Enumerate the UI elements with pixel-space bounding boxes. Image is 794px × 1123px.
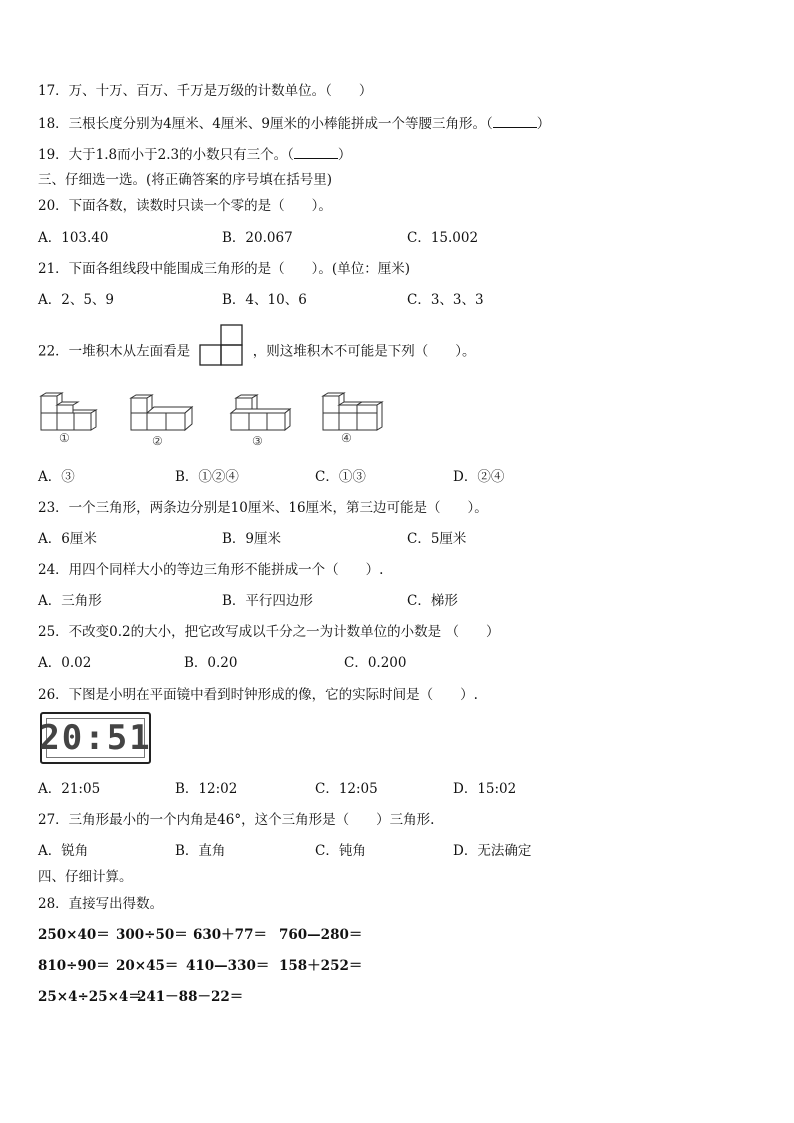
option-a[interactable]: A．③ [38, 469, 75, 485]
question-27: 27．三角形最小的一个内角是46°，这个三角形是（ ）三角形. [38, 812, 435, 828]
calc-item: 25×4÷25×4＝ [38, 989, 142, 1005]
question-17: 17．万、十万、百万、千万是万级的计数单位。（ ） [38, 83, 373, 99]
option-b[interactable]: B．①②④ [175, 469, 239, 485]
calc-item: 241－88－22＝ [137, 989, 244, 1005]
calc-item: 810÷90＝ [38, 958, 110, 974]
question-19-text: 19．大于1.8而小于2.3的小数只有三个。（ [38, 147, 294, 163]
answer-blank[interactable] [294, 145, 338, 159]
section-3-heading: 三、仔细选一选。(将正确答案的序号填在括号里) [38, 172, 333, 188]
option-c[interactable]: C．5厘米 [407, 531, 467, 547]
question-18 [38, 114, 550, 133]
calc-item: 250×40＝ [38, 927, 110, 943]
question-22-text-before: 22．一堆积木从左面看是 [38, 343, 191, 360]
question-19-tail: ） [337, 147, 352, 163]
question-26: 26．下图是小明在平面镜中看到时钟形成的像，它的实际时间是（ ）. [38, 687, 478, 703]
option-a[interactable]: A．三角形 [38, 593, 102, 609]
figure-label-1: ① [59, 431, 70, 445]
option-a[interactable]: A．6厘米 [38, 531, 97, 547]
question-18-tail: ） [536, 116, 551, 132]
calc-item: 158＋252＝ [279, 958, 363, 974]
option-d[interactable]: D．②④ [453, 469, 505, 485]
option-a[interactable]: A．21:05 [38, 781, 101, 797]
option-b[interactable]: B．平行四边形 [222, 593, 313, 609]
calc-item: 300÷50＝ [116, 927, 188, 943]
option-c[interactable]: C．①③ [315, 469, 366, 485]
option-a[interactable]: A．0.02 [38, 655, 92, 671]
clock-display: 20:51 [39, 718, 152, 758]
figure-label-2: ② [152, 434, 163, 448]
calc-item: 20×45＝ [116, 958, 179, 974]
figure-label-3: ③ [252, 434, 263, 448]
option-b[interactable]: B．直角 [175, 843, 226, 859]
option-c[interactable]: C．梯形 [407, 593, 458, 609]
option-c[interactable]: C．钝角 [315, 843, 366, 859]
section-4-heading: 四、仔细计算。 [38, 869, 133, 885]
block-figure-3 [228, 392, 292, 436]
block-figure-2 [128, 392, 196, 436]
question-21: 21．下面各组线段中能围成三角形的是（ ）。(单位：厘米) [38, 261, 410, 277]
block-figure-1 [38, 390, 100, 434]
question-23: 23．一个三角形，两条边分别是10厘米、16厘米，第三边可能是（ ）。 [38, 500, 488, 516]
question-28: 28．直接写出得数。 [38, 896, 164, 912]
option-c[interactable]: C．15.002 [407, 230, 479, 246]
question-18-text: 18．三根长度分别为4厘米、4厘米、9厘米的小棒能拼成一个等腰三角形。（ [38, 116, 493, 132]
question-24: 24．用四个同样大小的等边三角形不能拼成一个（ ）. [38, 562, 384, 578]
question-19 [38, 145, 351, 164]
answer-blank[interactable] [493, 114, 537, 128]
option-b[interactable]: B．20.067 [222, 230, 293, 246]
option-d[interactable]: D．无法确定 [453, 843, 532, 859]
block-figure-4 [320, 390, 386, 434]
option-b[interactable]: B．12:02 [175, 781, 238, 797]
option-a[interactable]: A．2、5、9 [38, 292, 115, 308]
option-b[interactable]: B．9厘米 [222, 531, 282, 547]
option-c[interactable]: C．0.200 [344, 655, 407, 671]
option-a[interactable]: A．103.40 [38, 230, 109, 246]
calc-item: 760—280＝ [279, 927, 363, 943]
option-d[interactable]: D．15:02 [453, 781, 517, 797]
question-20: 20．下面各数，读数时只读一个零的是（ ）。 [38, 198, 332, 214]
calc-item: 630＋77＝ [193, 927, 267, 943]
option-b[interactable]: B．0.20 [184, 655, 238, 671]
option-a[interactable]: A．锐角 [38, 843, 89, 859]
digital-clock-figure [40, 712, 151, 764]
option-b[interactable]: B．4、10、6 [222, 292, 307, 308]
question-25: 25．不改变0.2的大小，把它改写成以千分之一为计数单位的小数是 （ ） [38, 624, 500, 640]
option-c[interactable]: C．12:05 [315, 781, 378, 797]
question-22-text-after: ，则这堆积木不可能是下列（ ）。 [252, 343, 476, 360]
calc-item: 410—330＝ [186, 958, 270, 974]
left-view-figure [198, 324, 244, 366]
figure-label-4: ④ [341, 431, 352, 445]
question-22 [38, 338, 476, 366]
option-c[interactable]: C．3、3、3 [407, 292, 484, 308]
